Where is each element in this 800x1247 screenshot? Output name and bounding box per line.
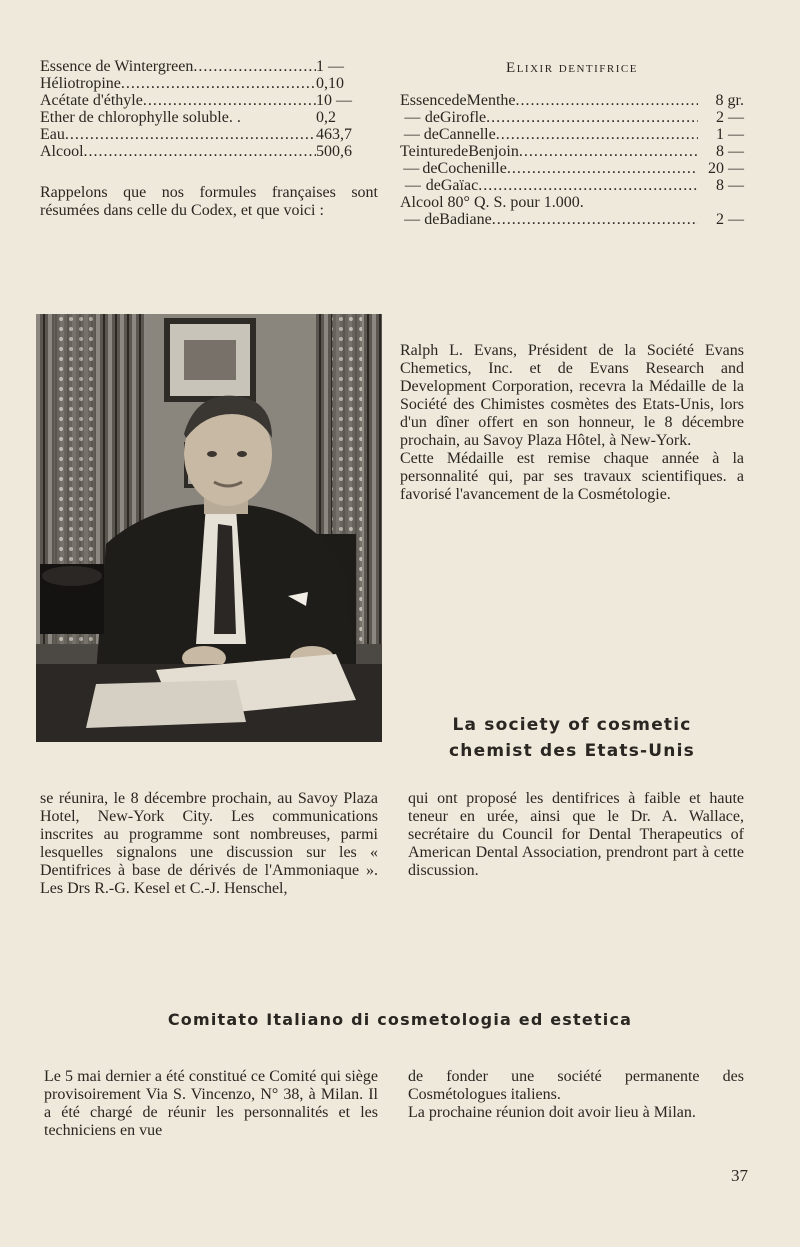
formula-row: Teinture de Benjoin ..... 8 — <box>400 143 744 160</box>
formula-right <box>400 92 744 228</box>
formula-row: — de Badiane ..... 2 — <box>400 211 744 228</box>
formula-row: Essence de Wintergreen ..... 1 — <box>40 58 356 75</box>
formula-row: Eau ..... 463,7 <box>40 126 356 143</box>
formula-row: Alcool 80° Q. S. pour 1.000. <box>400 194 584 211</box>
formula-row: Alcool ..... 500,6 <box>40 143 356 160</box>
portrait-photo <box>36 314 382 742</box>
intro-paragraph: Rappelons que nos formules françaises sont résumées dans celle du Codex, et que voici : <box>40 184 378 219</box>
comitato-heading: Comitato Italiano di cosmetologia ed estetica <box>167 1010 633 1029</box>
society-text-left: se réunira, le 8 décembre prochain, au Savoy Plaza Hotel, New-York City. Les communications inscrites au programme sont nombreuses, parmi lesquelles signalons une discussion sur les « Dentifrices à base de dérivés de l'Ammoniaque ». Les Drs R.-G. Kesel et C.-J. Henschel, <box>40 790 378 897</box>
formula-row: — de Cochenille ..... 20 — <box>400 160 744 177</box>
photo-caption: Ralph L. Evans, Président de la Société Evans Chemetics, Inc. et de Evans Research and Development Corporation, recevra la Médaille de la Société des Chimistes cosmètes des Etats-Unis, lors d'un dîner offert en son honneur, le 8 décembre prochain, au Savoy Plaza Hôtel, à New-York. Cette Médaille est remise chaque année à la personnalité qui, par ses travaux scientifiques. a favorisé l'avancement de la Cosmétologie. <box>400 342 744 503</box>
formula-row: Ether de chlorophylle soluble. . 0,2 <box>40 109 336 126</box>
formula-row: — de Gaïac ..... 8 — <box>400 177 744 194</box>
formula-row: — de Girofle ..... 2 — <box>400 109 744 126</box>
formula-left <box>40 58 356 160</box>
society-text-right: qui ont proposé les dentifrices à faible et haute teneur en urée, ainsi que le Dr. A. Wallace, secrétaire du Council for Dental Therapeutics of American Dental Association, prendront part à cette discussion. <box>408 790 744 879</box>
comitato-text-left: Le 5 mai dernier a été constitué ce Comité qui siège provisoirement Via S. Vincenzo, N° 38, à Milan. Il a été chargé de réunir les personnalités et les techniciens en vue <box>44 1068 378 1139</box>
formula-row: — de Cannelle ..... 1 — <box>400 126 744 143</box>
comitato-text-right: de fonder une société permanente des Cosmétologues italiens. La prochaine réunion doit avoir lieu à Milan. <box>408 1068 744 1121</box>
portrait-illustration <box>36 314 382 742</box>
page-number: 37 <box>731 1166 748 1185</box>
formula-row: Acétate d'éthyle ..... 10 — <box>40 92 356 109</box>
formula-row: Héliotropine ..... 0,10 <box>40 75 356 92</box>
society-heading: La society of cosmetic chemist des Etats-Unis <box>449 715 695 761</box>
elixir-title: Elixir dentifrice <box>506 60 638 76</box>
formula-row: Essence de Menthe ..... 8 gr. <box>400 92 744 109</box>
